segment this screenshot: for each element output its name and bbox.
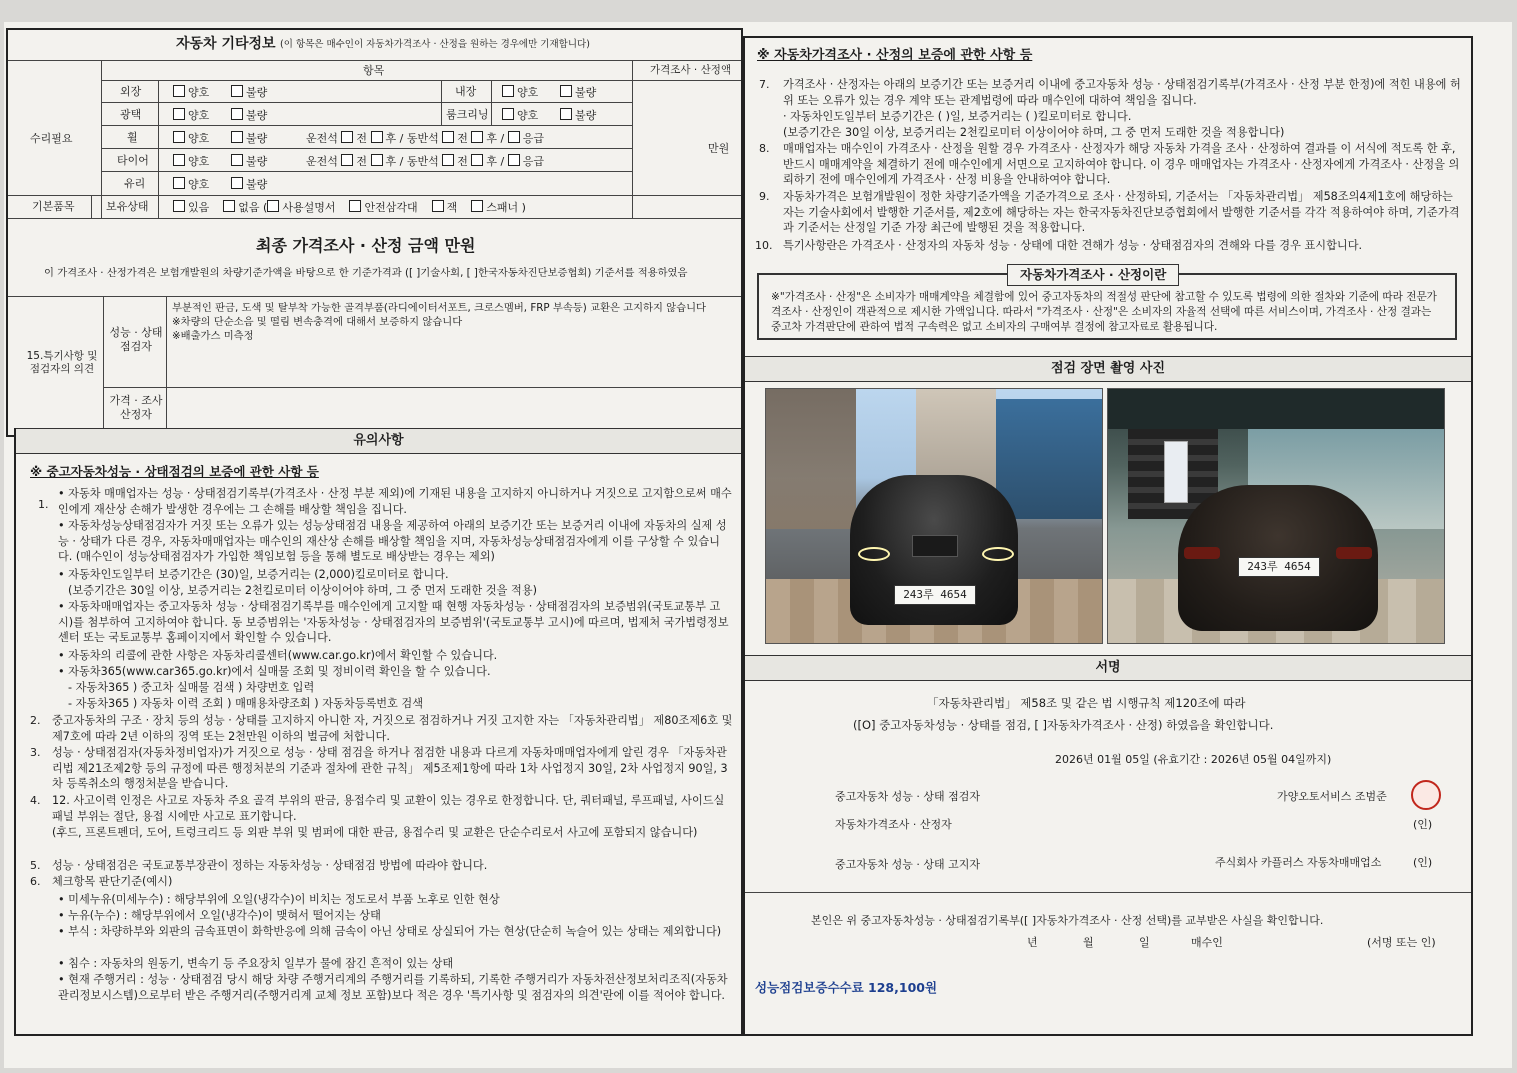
buyer-sign-field[interactable]: (서명 또는 인)	[1367, 936, 1436, 949]
item-5-text: 성능 · 상태점검은 국토교통부장관이 정하는 자동차성능 · 상태점검 방법에 따라야 합니다.	[52, 859, 488, 872]
perf-opinion-line-2: ※차량의 단순소음 및 떨림 변속충격에 대해서 보증하지 않습니다	[172, 316, 463, 328]
row-gloss-label: 광택	[120, 108, 142, 121]
item-7-period: · 자동차인도일부터 보증기간은 ( )일, 보증거리는 ( )킬로미터로 합니다.	[783, 110, 1132, 123]
item-9-number: 9.	[759, 190, 770, 203]
special-notes-label: 15.특기사항 및 점검자의 의견	[26, 350, 98, 376]
item-5-number: 5.	[30, 859, 41, 872]
notifier-seal: (인)	[1413, 856, 1433, 869]
glass-bad-checkbox[interactable]: 불량	[231, 177, 267, 192]
signature-section-title: 서명	[745, 655, 1471, 681]
interior-good-checkbox[interactable]: 양호	[502, 85, 538, 100]
item-1-bullet-3-note: (보증기간은 30일 이상, 보증거리는 2천킬로미터 이상이어야 하며, 그 중 먼저 도래한 것을 적용)	[68, 584, 537, 597]
row-glass-label: 유리	[124, 177, 146, 190]
section-title: 자동차 기타정보	[176, 36, 276, 52]
gloss-good-checkbox[interactable]: 양호	[173, 108, 209, 123]
item-4-text: 12. 사고이력 인정은 사고로 자동차 주요 골격 부위의 판금, 용접수리 및 교환이 있는 경우로 한정합니다. 단, 쿼터패널, 루프패널, 사이드실패널 부위는 절단, 용접 시에만 사고로 표기합니다.	[52, 794, 725, 823]
price-unit: 만원	[708, 142, 730, 155]
price-basis-note: 이 가격조사 · 산정가격은 보험개발원의 차량기준가액을 바탕으로 한 기준가격과 ([ ]기술사회, [ ]한국자동차진단보증협회) 기준서를 적용하였음	[44, 267, 688, 279]
criteria-3: • 부식 : 차량하부와 외판의 금속표면이 화학반응에 의해 금속이 아닌 상태로 상실되어 가는 현상(단순히 녹슬어 있는 상태는 제외합니다)	[58, 925, 722, 938]
price-warranty-title: ※ 자동차가격조사 · 산정의 보증에 관한 사항 등	[757, 48, 1033, 63]
item-3-text: 성능 · 상태점검자(자동차정비업자)가 거짓으로 성능 · 상태 점검을 하거나 점검한 내용과 다르게 자동차매매업자에게 알린 경우 「자동차관리법 제21조제2항 등의 규정에 따른 행정처분의 기준과 절차에 관한 규칙」 제5조제1항에 따라 1차 사업정지 30일, 2차 사업정지 90일, 3차 등록취소의 행정처분을 받습니다.	[52, 746, 728, 790]
tire-good-checkbox[interactable]: 양호	[173, 154, 209, 169]
item-8-number: 8.	[759, 142, 770, 155]
receipt-day: 일	[1139, 936, 1150, 949]
item-9-text: 자동차가격은 보험개발원이 정한 차량기준가액을 기준가격으로 조사 · 산정하되, 기준서는 「자동차관리법」 제58조의4제1호에 해당하는 자는 기술사회에서 발행한 기준서를, 제2호에 해당하는 자는 한국자동차진단보증협회에서 발행한 기준서를 각각 적용하여야 하며, 기준가격과 기준서는 산정일 기준 가장 최근에 발행된 것을 적용합니다.	[783, 190, 1460, 234]
item-1-bullet-6a: - 자동차365 ) 중고차 실매물 검색 ) 차량번호 입력	[68, 681, 315, 694]
criteria-4: • 침수 : 자동차의 원동기, 변속기 등 주요장치 일부가 물에 잠긴 흔적이 있는 상태	[58, 957, 454, 970]
exterior-bad-checkbox[interactable]: 불량	[231, 85, 267, 100]
rear-license-plate: 243루 4654	[1238, 557, 1320, 577]
warranty-title: ※ 중고자동차성능 · 상태점검의 보증에 관한 사항 등	[30, 464, 319, 479]
front-license-plate: 243루 4654	[894, 585, 976, 605]
criteria-1: • 미세누유(미세누수) : 해당부위에 오일(냉각수)이 비치는 정도로서 부품 노후로 인한 현상	[58, 893, 500, 906]
item-3-number: 3.	[30, 746, 41, 759]
front-car-photo	[765, 388, 1103, 644]
item-1-bullet-3: • 자동차인도일부터 보증기간은 (30)일, 보증거리는 (2,000)킬로미터로 합니다.	[58, 568, 449, 581]
item-6-number: 6.	[30, 875, 41, 888]
signature-line-2: ([O] 중고자동차성능 · 상태를 점검, [ ]자동차가격조사 · 산정) 하였음을 확인합니다.	[853, 718, 1274, 732]
item-1-bullet-4: • 자동차매매업자는 중고자동차 성능 · 상태점검기록부를 매수인에게 고지할 때 현행 자동차성능 · 상태점검자의 보증범위(국토교통부 고시)를 첨부하여 고지하여야 합니다. 동 보증범위는 '자동차성능 · 상태점검자의 보증범위'(국토교통부 고시)에 따르며, 법제처 국가법령정보센터 또는 국토교통부 홈페이지에서 확인할 수 있습니다.	[58, 600, 729, 644]
what-is-price-text: ※"가격조사 · 산정"은 소비자가 매매계약을 체결함에 있어 중고자동차의 적절성 판단에 참고할 수 있도록 법령에 의한 절차와 기준에 따라 전문가격조사 · 산정인이 객관적으로 제시한 가액입니다. 따라서 "가격조사 · 산정"은 소비자의 자율적 선택에 따른 서비스이며, 가격조사 · 산정 결과는 중고차 가격판단에 관하여 법적 구속력은 없고 소비자의 구매여부 결정에 참고자료로 활용됩니다.	[771, 291, 1437, 333]
item-1-number: 1.	[38, 498, 49, 511]
item-4-note: (후드, 프론트펜더, 도어, 트렁크리드 등 외판 부위 및 범퍼에 대한 판금, 용접수리 및 교환은 단순수리로서 사고에 포함되지 않습니다)	[52, 826, 698, 839]
item-7-note: (보증기간은 30일 이상, 보증거리는 2천킬로미터 이상이어야 하며, 그 중 먼저 도래한 것을 적용합니다)	[783, 126, 1285, 139]
wheel-bad-checkbox[interactable]: 불량	[231, 131, 267, 146]
buyer-label: 매수인	[1191, 936, 1223, 949]
tire-position-row: 운전석 전 후 / 동반석 전 후 / 응급	[306, 155, 545, 168]
header-item: 항목	[363, 64, 385, 77]
notice-panel	[14, 428, 743, 1036]
section-title-note: (이 항목은 매수인이 자동차가격조사 · 산정을 원하는 경우에만 기재합니다)	[280, 39, 590, 50]
perf-inspector-label: 성능 · 상태 점검자	[109, 326, 163, 353]
notifier-name: 주식회사 카플러스 자동차매매업소	[1215, 856, 1382, 869]
row-exterior-label: 외장	[120, 85, 142, 98]
item-7-text: 가격조사 · 산정자는 아래의 보증기간 또는 보증거리 이내에 중고자동차 성능 · 상태점검기록부(가격조사 · 산정 부분 한정)에 적힌 내용에 허위 또는 오류가 있는 경우 계약 또는 관계법령에 따라 매수인에 대하여 책임을 집니다.	[783, 78, 1461, 107]
item-8-text: 매매업자는 매수인이 가격조사 · 산정을 원할 경우 가격조사 · 산정자가 해당 자동차 가격을 조사 · 산정하여 결과를 이 서식에 적도록 한 후, 반드시 매매계약을 체결하기 전에 매수인에게 서면으로 고지하여야 합니다. 이 경우 매매업자는 가격조사 · 산정자에게 가격조사 · 산정을 의뢰하기 전에 매수인에게 가격조사 · 산정 비용을 안내하여야 합니다.	[783, 142, 1460, 186]
item-1-bullet-2: • 자동차성능상태점검자가 거짓 또는 오류가 있는 성능상태점검 내용을 제공하여 아래의 보증기간 또는 보증거리 이내에 자동차의 실제 성능 · 상태가 다른 경우, 자동차매매업자는 매수인의 재산상 손해를 배상할 책임을 지며, 자동차성능상태점검자에게 이를 구상할 수 있습니다. (매수인이 성능상태점검자가 가입한 책임보험 등을 통해 별도로 배상받는 경우는 제외)	[58, 519, 727, 563]
receipt-confirmation: 본인은 위 중고자동차성능 · 상태점검기록부([ ]자동차가격조사 · 산정 선택)를 교부받은 사실을 확인합니다.	[811, 914, 1324, 927]
row-wheel-label: 휠	[127, 131, 138, 144]
basic-items-label: 기본품목	[32, 200, 75, 213]
appraiser-label: 자동차가격조사 · 산정자	[835, 818, 952, 831]
possession-label: 보유상태	[106, 200, 149, 213]
room-cleaning-bad-checkbox[interactable]: 불량	[560, 108, 596, 123]
item-1-bullet-5: • 자동차의 리콜에 관한 사항은 자동차리콜센터(www.car.go.kr)에서 확인할 수 있습니다.	[58, 649, 498, 662]
appraiser-seal: (인)	[1413, 818, 1433, 831]
receipt-month: 월	[1083, 936, 1094, 949]
item-7-number: 7.	[759, 78, 770, 91]
row-interior-label: 내장	[455, 85, 477, 98]
room-cleaning-good-checkbox[interactable]: 양호	[502, 108, 538, 123]
inspector-label: 중고자동차 성능 · 상태 점검자	[835, 790, 980, 803]
row-tire-label: 타이어	[117, 154, 149, 167]
document-sheet	[4, 22, 1512, 1068]
rear-car-photo	[1107, 388, 1445, 644]
interior-bad-checkbox[interactable]: 불량	[560, 85, 596, 100]
inspection-fee: 성능점검보증수수료 128,100원	[755, 980, 938, 995]
item-10-text: 특기사항란은 가격조사 · 산정자의 자동차 성능 · 상태에 대한 견해가 성능 · 상태점검자의 견해와 다를 경우 표시합니다.	[783, 239, 1363, 252]
item-2-text: 중고자동차의 구조 · 장치 등의 성능 · 상태를 고지하지 아니한 자, 거짓으로 점검하거나 거짓 고지한 자는 「자동차관리법」 제80조제6호 및 제7호에 따라 2년 이하의 징역 또는 2천만원 이하의 벌금에 처합니다.	[52, 714, 733, 743]
header-price: 가격조사 · 산정액	[650, 64, 732, 76]
item-6-text: 체크항목 판단기준(예시)	[52, 875, 173, 888]
item-2-number: 2.	[30, 714, 41, 727]
notice-title: 유의사항	[16, 428, 741, 454]
criteria-5: • 현재 주행거리 : 성능 · 상태점검 당시 해당 차량 주행거리계의 주행거리를 기록하되, 기록한 주행거리가 자동차전산정보처리조직(자동차관리정보시스템)으로부터 받은 주행거리(주행거리계 교체 정보 포함)보다 적은 경우 '특기사항 및 점검자의 의견'란에 이를 적어야 합니다.	[58, 973, 728, 1002]
item-10-number: 10.	[755, 239, 773, 252]
perf-opinion-line-1: 부분적인 판금, 도색 및 탈부착 가능한 골격부품(라디에이터서포트, 크로스멤버, FRP 부속등) 교환은 고지하지 않습니다	[172, 302, 706, 314]
repair-needed-label: 수리필요	[30, 132, 73, 145]
vehicle-other-info-panel	[6, 28, 743, 437]
glass-good-checkbox[interactable]: 양호	[173, 177, 209, 192]
item-1-bullet-6b: - 자동차365 ) 자동차 이력 조회 ) 매매용차량조회 ) 자동차등록번호 검색	[68, 697, 424, 710]
what-is-price-title: 자동차가격조사 · 산정이란	[1007, 264, 1179, 286]
basic-items-row: 있음 없음 ( 사용설명서 안전삼각대 잭 스패너 )	[173, 200, 526, 215]
wheel-position-row: 운전석 전 후 / 동반석 전 후 / 응급	[306, 132, 545, 145]
photo-section-title: 점검 장면 촬영 사진	[745, 356, 1471, 382]
signature-line-1: 「자동차관리법」 제58조 및 같은 법 시행규칙 제120조에 따라	[927, 696, 1246, 710]
exterior-good-checkbox[interactable]: 양호	[173, 85, 209, 100]
right-panel	[743, 36, 1473, 1036]
gloss-bad-checkbox[interactable]: 불량	[231, 108, 267, 123]
notifier-label: 중고자동차 성능 · 상태 고지자	[835, 858, 980, 871]
price-appraiser-label: 가격 · 조사 산정자	[109, 394, 163, 421]
item-1-bullet-1: • 자동차 매매업자는 성능 · 상태점검기록부(가격조사 · 산정 부분 제외)에 기재된 내용을 고지하지 아니하거나 거짓으로 고지함으로써 매수인에게 재산상 손해가 발생한 경우에는 그 손해를 배상할 책임을 집니다.	[58, 487, 732, 516]
final-price: 최종 가격조사 · 산정 금액 만원	[256, 236, 476, 255]
item-1-bullet-6: • 자동차365(www.car365.go.kr)에서 실매물 조회 및 정비이력 확인을 할 수 있습니다.	[58, 665, 491, 678]
inspection-date: 2026년 01월 05일 (유효기간 : 2026년 05월 04일까지)	[1055, 753, 1332, 766]
tire-bad-checkbox[interactable]: 불량	[231, 154, 267, 169]
criteria-2: • 누유(누수) : 해당부위에서 오일(냉각수)이 맺혀서 떨어지는 상태	[58, 909, 381, 922]
row-room-cleaning-label: 룸크리닝	[446, 108, 489, 121]
perf-opinion-line-3: ※배출가스 미측정	[172, 330, 254, 342]
wheel-good-checkbox[interactable]: 양호	[173, 131, 209, 146]
inspector-name: 가양오토서비스 조범준	[1277, 790, 1387, 803]
receipt-year: 년	[1027, 936, 1038, 949]
item-4-number: 4.	[30, 794, 41, 807]
inspector-seal-stamp	[1411, 780, 1441, 810]
